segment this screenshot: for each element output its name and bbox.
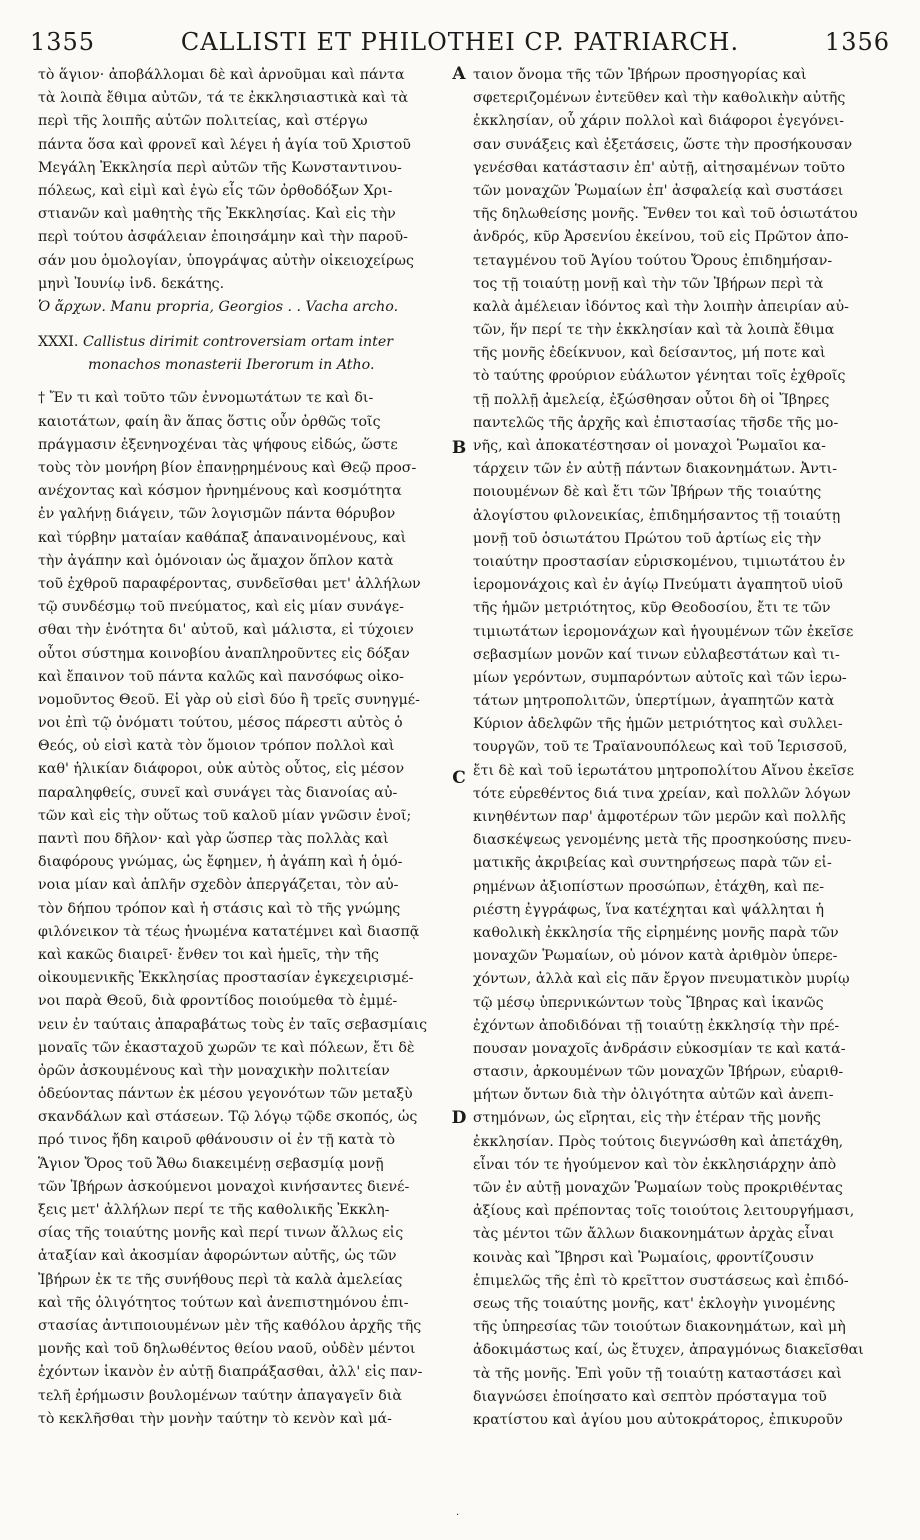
text-line: τος τῇ τοιαύτῃ μονῇ καὶ τὴν τῶν Ἰβήρων περὶ τὰ (473, 275, 824, 292)
right-page-number: 1356 (824, 28, 890, 56)
text-line: ἀδοκιμάστως καί, ὡς ἔτυχεν, ἀπραγμόνως διακεῖσθαι (473, 1342, 864, 1359)
text-line: τεταγμένου τοῦ Ἁγίου τούτου Ὄρους ἐπιδημήσαν- (473, 252, 833, 269)
text-line: πάντα ὅσα καὶ φρονεῖ καὶ λέγει ἡ ἁγία τοῦ Χριστοῦ (38, 136, 411, 153)
text-line: σεως τῆς τοιαύτης μονῆς, κατ' ἐκλογὴν γινομένης (473, 1295, 836, 1312)
text-line: τὸ ταύτης φρούριον εὐάλωτον γένηται τοῖς ἐχθροῖς (473, 368, 846, 385)
running-title: CALLISTI ET PHILOTHEI CP. PATRIARCH. (180, 28, 740, 56)
text-line: πράγμασιν ἐξενηνοχέναι τὰς ψήφους εἰδώς, ὥστε (38, 436, 398, 453)
margin-marker-d: D (451, 1108, 467, 1128)
section-gap (38, 319, 442, 331)
text-line: ἐκκλησίαν. Πρὸς τούτοις διεγνώσθη καὶ ἀπετάχθη, (473, 1133, 844, 1150)
text-line: γενέσθαι κατάστασιν ἐπ' αὐτῇ, αἰτησαμένων τοῦτο (473, 159, 846, 176)
text-line: Ἅγιον Ὄρος τοῦ Ἄθω διακειμένῃ σεβασμίᾳ μονῇ (38, 1155, 384, 1172)
text-line: ἔτι δὲ καὶ τοῦ ἱερωτάτου μητροπολίτου Αἴνου ἐκεῖσε (473, 762, 854, 779)
text-line: τῆς ὑπηρεσίας τῶν τοιούτων διακονημάτων, καὶ μὴ (473, 1319, 846, 1336)
text-line: τῆς μονῆς ἐδείκνυον, καὶ δείσαντος, μή ποτε καὶ (473, 345, 826, 362)
text-line: τῶν Ἰβήρων ἀσκούμενοι μοναχοὶ κινήσαντες διενέ- (38, 1178, 410, 1195)
text-line: μονῆς καὶ τοῦ δηλωθέντος θείου ναοῦ, οὐδὲν μέντοι (38, 1341, 416, 1358)
text-line: καθολικὴ ἐκκλησία τῆς εἰρημένης μονῆς παρὰ τῶν (473, 924, 839, 941)
text-line: μοναχῶν Ῥωμαίων, οὐ μόνον κατὰ ἀριθμὸν ὑπερε- (473, 948, 838, 965)
text-line: σαν συνάξεις καὶ ἐξετάσεις, ὥστε τὴν προσήκουσαν (473, 136, 853, 153)
text-line: τὸν δήπου τρόπον καὶ ἡ στάσις καὶ τὸ τῆς γνώμης (38, 900, 401, 917)
section-gap (38, 377, 442, 387)
text-line: τὰ τῆς μονῆς. Ἐπὶ γοῦν τῇ τοιαύτῃ καταστάσει καὶ (473, 1365, 842, 1382)
text-line: στασιν, ἀρκουμένων τῶν μοναχῶν Ἰβήρων, εὐαριθ- (473, 1064, 844, 1081)
text-line: † Ἔν τι καὶ τοῦτο τῶν ἐννομωτάτων τε καὶ δι- (38, 390, 374, 407)
text-line: καὶ ἔπαινον τοῦ πάντα καλῶς καὶ πανσόφως οἰκο- (38, 668, 404, 685)
text-line: ἐχόντων ἀποδιδόναι τῇ τοιαύτῃ ἐκκλησίᾳ τὴν πρέ- (473, 1017, 840, 1034)
page-header (30, 28, 890, 62)
text-line: ὀρῶν ἀσκουμένους καὶ τὴν μοναχικὴν πολιτείαν (38, 1062, 390, 1079)
left-body-text (38, 387, 442, 1430)
text-line: ἀξίους καὶ πρέποντας τοῖς τοιούτοις λειτουργήμασι, (473, 1203, 855, 1220)
text-line: στασίας ἀντιποιουμένων μὲν τῆς καθόλου ἀρχῆς τῆς (38, 1317, 422, 1334)
text-line: τοὺς τὸν μονήρη βίον ἐπανῃρημένους καὶ Θεῷ προσ- (38, 460, 417, 476)
text-line: νῆς, καὶ ἀποκατέστησαν οἱ μοναχοὶ Ῥωμαῖοι κα- (473, 438, 826, 454)
text-line: φιλόνεικον τὰ τέως ἡνωμένα κατατέμνει καὶ διασπᾷ (38, 923, 420, 940)
text-line: ριέστη ἐγγράφως, ἵνα κατέχηται καὶ ψάλληται ἡ (473, 901, 824, 918)
text-line: τοῦ ἐχθροῦ παραφέροντας, συνδεῖσθαι μετ' ἀλλήλων (38, 575, 421, 592)
text-line: πρό τινος ἤδη καιροῦ φθάνουσιν οἱ ἐν τῇ κατὰ τὸ (38, 1132, 396, 1149)
text-line: τάρχειν τῶν ἐν αὐτῇ πάντων διακονημάτων. Ἀντι- (473, 461, 838, 478)
text-line: χόντων, ἀλλὰ καὶ εἰς πᾶν ἔργον πνευματικὸν μυρίῳ (473, 971, 850, 988)
text-line: τὴν ἀγάπην καὶ ὁμόνοιαν ὡς ἄμαχον ὅπλον κατὰ (38, 552, 394, 569)
text-line: ἐν γαλήνῃ διάγειν, τῶν λογισμῶν πάντα θόρυβον (38, 506, 396, 523)
text-line: κρατίστου καὶ ἁγίου μου αὐτοκράτορος, ἐπικυροῦν (473, 1411, 843, 1428)
section-heading-line-1: Callistus dirimit controversiam ortam inter (82, 334, 393, 351)
text-line: τῆς δηλωθείσης μονῆς. Ἔνθεν τοι καὶ τοῦ ὁσιωτάτου (473, 206, 858, 223)
text-line: ὁδεύοντας πάντων ἐκ μέσου γεγονότων τῶν μεταξὺ (38, 1086, 413, 1103)
text-line: μοναῖς τῶν ἑκασταχοῦ χωρῶν τε καὶ πόλεων, ἔτι δὲ (38, 1039, 415, 1056)
text-line: ἐπιμελῶς τῆς ἐπὶ τὸ κρεῖττον συστάσεως καὶ ἐπιδό- (473, 1272, 849, 1289)
text-line: τὰ λοιπὰ ἔθιμα αὐτῶν, τά τε ἐκκλησιαστικὰ καὶ τὰ (38, 90, 409, 107)
text-line: ματικῆς ἀκριβείας καὶ συντηρήσεως παρὰ τῶν εἰ- (473, 855, 832, 872)
text-line: τοιαύτην προστασίαν εὑρισκομένου, τιμιωτάτου ἐν (473, 553, 846, 570)
text-line: νοι ἐπὶ τῷ ὀνόματι τούτου, μέσος πάρεστι αὐτὸς ὁ (38, 715, 403, 732)
text-line: ξεις μετ' ἀλλήλων περί τε τῆς καθολικῆς Ἐκκλη- (38, 1202, 390, 1218)
text-line: τῶν, ἥν περί τε τὴν ἐκκλησίαν καὶ τὰ λοιπὰ ἔθιμα (473, 322, 835, 339)
text-line: περὶ τούτου ἀσφάλειαν ἐποιησάμην καὶ τὴν παροῦ- (38, 229, 408, 246)
text-line: καὶ κακῶς διαιρεῖ· ἔνθεν τοι καὶ ἡμεῖς, τὴν τῆς (38, 946, 380, 963)
text-line: σφετεριζομένων ἐντεῦθεν καὶ τὴν καθολικὴν αὐτῆς (473, 90, 846, 107)
left-intro-text (38, 64, 442, 296)
text-line: Μεγάλη Ἐκκλησία περὶ αὐτῶν τῆς Κωνσταντινου- (38, 159, 402, 176)
text-line: τὸ κεκλῆσθαι τὴν μονὴν ταύτην τὸ κενὸν καὶ μά- (38, 1410, 392, 1427)
text-line: τὸ ἅγιον· ἀποβάλλομαι δὲ καὶ ἀρνοῦμαι καὶ πάντα (38, 67, 405, 83)
text-line: καθ' ἡλικίαν διάφοροι, οὐκ αὐτὸς οὗτος, εἰς μέσον (38, 761, 405, 778)
text-line: ποιουμένων δὲ καὶ ἔτι τῶν Ἰβήρων τῆς τοιαύτης (473, 484, 822, 501)
margin-marker-b: B (451, 438, 467, 458)
text-line: τουργῶν, τοῦ τε Τραϊανουπόλεως καὶ τοῦ Ἱερισσοῦ, (473, 739, 848, 756)
text-line: ἀλογίστου φιλονεικίας, ἐπιδημήσαντος τῇ τοιαύτῃ (473, 507, 841, 524)
text-line: Ἰβήρων ἐκ τε τῆς συνήθους περὶ τὰ καλὰ ἀμελείας (38, 1271, 403, 1288)
text-line: στιανῶν καὶ μαθητὴς τῆς Ἐκκλησίας. Καὶ εἰς τὴν (38, 206, 396, 223)
text-line: τῷ συνδέσμῳ τοῦ πνεύματος, καὶ εἰς μίαν συνάγε- (38, 599, 404, 616)
margin-marker-a: A (452, 64, 466, 84)
text-line: καὶ τύρβην ματαίαν καθάπαξ ἀπαναινομένους, καὶ (38, 529, 407, 546)
text-line: σίας τῆς τοιαύτης μονῆς καὶ περί τινων ἄλλως εἰς (38, 1225, 404, 1242)
text-line: οἰκουμενικῆς Ἐκκλησίας προστασίαν ἐγκεχειρισμέ- (38, 970, 414, 987)
text-line: τελῆ ἐρήμωσιν βουλομένων ταύτην ἀπαγαγεῖν διὰ (38, 1387, 402, 1404)
right-column (473, 64, 885, 1432)
text-line: σεβασμίων μονῶν καί τινων εὐλαβεστάτων καὶ τι- (473, 646, 840, 663)
text-line: τὰς μέντοι τῶν ἄλλων διακονημάτων ἀρχὰς εἶναι (473, 1226, 835, 1243)
text-line: μηνὶ Ἰουνίῳ ἰνδ. δεκάτης. (38, 275, 225, 292)
left-column (38, 64, 442, 1431)
text-line: νομοῦντος Θεοῦ. Εἰ γὰρ οὐ εἰσὶ δύο ἢ τρεῖς συνηγμέ- (38, 691, 420, 708)
text-line: ἱερομονάχοις καὶ ἐν ἁγίῳ Πνεύματι ἀγαπητοῦ υἱοῦ (473, 577, 843, 594)
text-line: ρημένων ἀξιοπίστων προσώπων, ἐτάχθη, καὶ πε- (473, 878, 825, 895)
text-line: κινηθέντων παρ' ἀμφοτέρων τῶν μερῶν καὶ πολλῆς (473, 809, 846, 825)
text-line: ἐχόντων ἱκανὸν ἐν αὐτῇ διαπράξασθαι, ἀλλ' εἰς παν- (38, 1364, 423, 1381)
text-line: ἀταξίαν καὶ ἀκοσμίαν ἀφορώντων αὐτῆς, ὡς τῶν (38, 1248, 397, 1265)
footer-dot: · (456, 1510, 460, 1521)
text-line: μονῇ τοῦ ὁσιωτάτου Πρώτου τοῦ ἀρτίως εἰς τὴν (473, 530, 822, 547)
text-line: τάτων μητροπολιτῶν, ὑπερτίμων, ἀγαπητῶν κατὰ (473, 693, 835, 710)
text-line: παντὶ που δῆλον· καὶ γὰρ ὥσπερ τὰς πολλὰς καὶ (38, 831, 389, 847)
text-line: στημόνων, ὡς εἴρηται, εἰς τὴν ἑτέραν τῆς μονῆς (473, 1110, 821, 1127)
text-line: τῇ πολλῇ ἀμελείᾳ, ἐξώσθησαν οὗτοι δὴ οἱ Ἴβηρες (473, 391, 830, 408)
section-heading-line-2: monachos monasterii Iberorum in Atho. (88, 357, 375, 374)
text-line: τιμιωτάτων ἱερομονάχων καὶ ἡγουμένων τῶν ἐκεῖσε (473, 623, 854, 640)
text-line: νοι παρὰ Θεοῦ, διὰ φροντίδος ποιούμεθα τὸ ἐμμέ- (38, 993, 398, 1010)
text-line: οὗτοι σύστημα κοινοβίου ἀναπληροῦντες εἰς δόξαν (38, 645, 410, 662)
text-line: σθαι τὴν ἑνότητα δι' αὐτοῦ, καὶ μάλιστα, εἰ τύχοιεν (38, 622, 414, 639)
text-line: νειν ἐν ταύταις ἀπαραβάτως τοὺς ἐν ταῖς σεβασμίαις (38, 1016, 428, 1033)
section-number: XXXI. (38, 334, 79, 351)
text-line: τῶν ἐν αὐτῇ μοναχῶν Ῥωμαίων τοὺς προκριθέντας (473, 1180, 843, 1196)
text-line: σάν μου ὁμολογίαν, ὑπογράψας αὐτὴν οἰκειοχείρως (38, 252, 414, 269)
text-line: παντελῶς τῆς ἀρχῆς καὶ ἐπιστασίας τῆσδε τῆς μο- (473, 414, 839, 431)
text-line: τῷ μέσῳ ὑπερνικώντων τοὺς Ἴβηρας καὶ ἱκανῶς (473, 994, 824, 1011)
text-line: εἶναι τόν τε ἡγούμενον καὶ τὸν ἐκκλησιάρχην ἀπὸ (473, 1156, 837, 1173)
text-line: ἐκκλησίαν, οὗ χάριν πολλοὶ καὶ διάφοροι ἐγεγόνει- (473, 113, 845, 130)
text-line: σκανδάλων καὶ στάσεων. Τῷ λόγῳ τῷδε σκοπός, ὡς (38, 1109, 418, 1126)
text-line: καιοτάτων, φαίη ἂν ἅπας ὅστις οὖν ὀρθῶς τοῖς (38, 413, 381, 430)
text-line: τότε εὑρεθέντος διά τινα χρείαν, καὶ πολλῶν λόγων (473, 785, 851, 802)
text-line: παραληφθείς, συνεῖ καὶ συνάγει τὰς διανοίας αὐ- (38, 784, 398, 801)
text-line: Θεός, οὐ εἰσὶ κατὰ τὸν ὅμοιον τρόπον πολλοὶ καὶ (38, 738, 395, 755)
text-line: καλὰ ἀμέλειαν ἰδόντος καὶ τὴν λοιπὴν ἀπειρίαν αὐ- (473, 298, 849, 315)
text-line: τῶν μοναχῶν Ῥωμαίων ἐπ' ἀσφαλείᾳ καὶ συστάσει (473, 182, 844, 199)
text-line: διασκέψεως γενομένης μετὰ τῆς προσηκούσης πνευ- (473, 832, 852, 849)
left-page-number: 1355 (30, 28, 96, 56)
text-line: καὶ τῆς ὀλιγότητος τούτων καὶ ἀνεπιστημόνου ἐπι- (38, 1294, 409, 1311)
text-line: μίων γερόντων, συμπαρόντων αὐτοῖς καὶ τῶν ἱερω- (473, 669, 847, 686)
signature-line: Ὁ ἄρχων. Manu propria, Georgios . . Vacha archo. (38, 298, 399, 315)
section-heading (38, 331, 442, 377)
margin-marker-c: C (452, 768, 466, 788)
text-line: διαφόρους γνώμας, ὡς ἔφημεν, ἡ ἀγάπη καὶ ἡ ὁμό- (38, 854, 403, 871)
text-line: ἀνδρός, κῦρ Ἀρσενίου ἐκείνου, τοῦ εἰς Πρῶτον ἀπο- (473, 229, 849, 246)
text-line: ταιον ὄνομα τῆς τῶν Ἰβήρων προσηγορίας καὶ (473, 67, 807, 83)
text-line: Κύριον ἀδελφῶν τῆς ἡμῶν μετριότητος καὶ συλλει- (473, 716, 843, 733)
text-line: πουσαν μοναχοῖς ἀνδράσιν εὐκοσμίαν τε καὶ κατά- (473, 1040, 846, 1057)
text-line: περὶ τῆς λοιπῆς αὐτῶν πολιτείας, καὶ στέργω (38, 113, 368, 130)
text-line: πόλεως, καὶ εἰμὶ καὶ ἐγὼ εἷς τῶν ὀρθοδόξων Χρι- (38, 182, 393, 199)
text-line: διαγνώσει ἐποίησατο καὶ σεπτὸν πρόσταγμα τοῦ (473, 1388, 827, 1405)
text-line: νοια μίαν καὶ ἁπλῆν σχεδὸν ἀπεργάζεται, τὸν αὐ- (38, 877, 399, 894)
text-line: τῶν καὶ εἰς τὴν οὕτως τοῦ καλοῦ μίαν γνῶσιν ἑνοῖ; (38, 807, 412, 824)
text-line: μήτων ὄντων διὰ τὴν ὀλιγότητα αὐτῶν καὶ ἀνεπι- (473, 1087, 834, 1104)
text-line: ανέχοντας καὶ κόσμον ἠρνημένους καὶ κοσμότητα (38, 483, 402, 500)
text-line: τῆς ἡμῶν μετριότητος, κῦρ Θεοδοσίου, ἔτι τε τῶν (473, 600, 831, 617)
text-line: κοινὰς καὶ Ἴβηρσι καὶ Ῥωμαίοις, φροντίζουσιν (473, 1249, 814, 1266)
